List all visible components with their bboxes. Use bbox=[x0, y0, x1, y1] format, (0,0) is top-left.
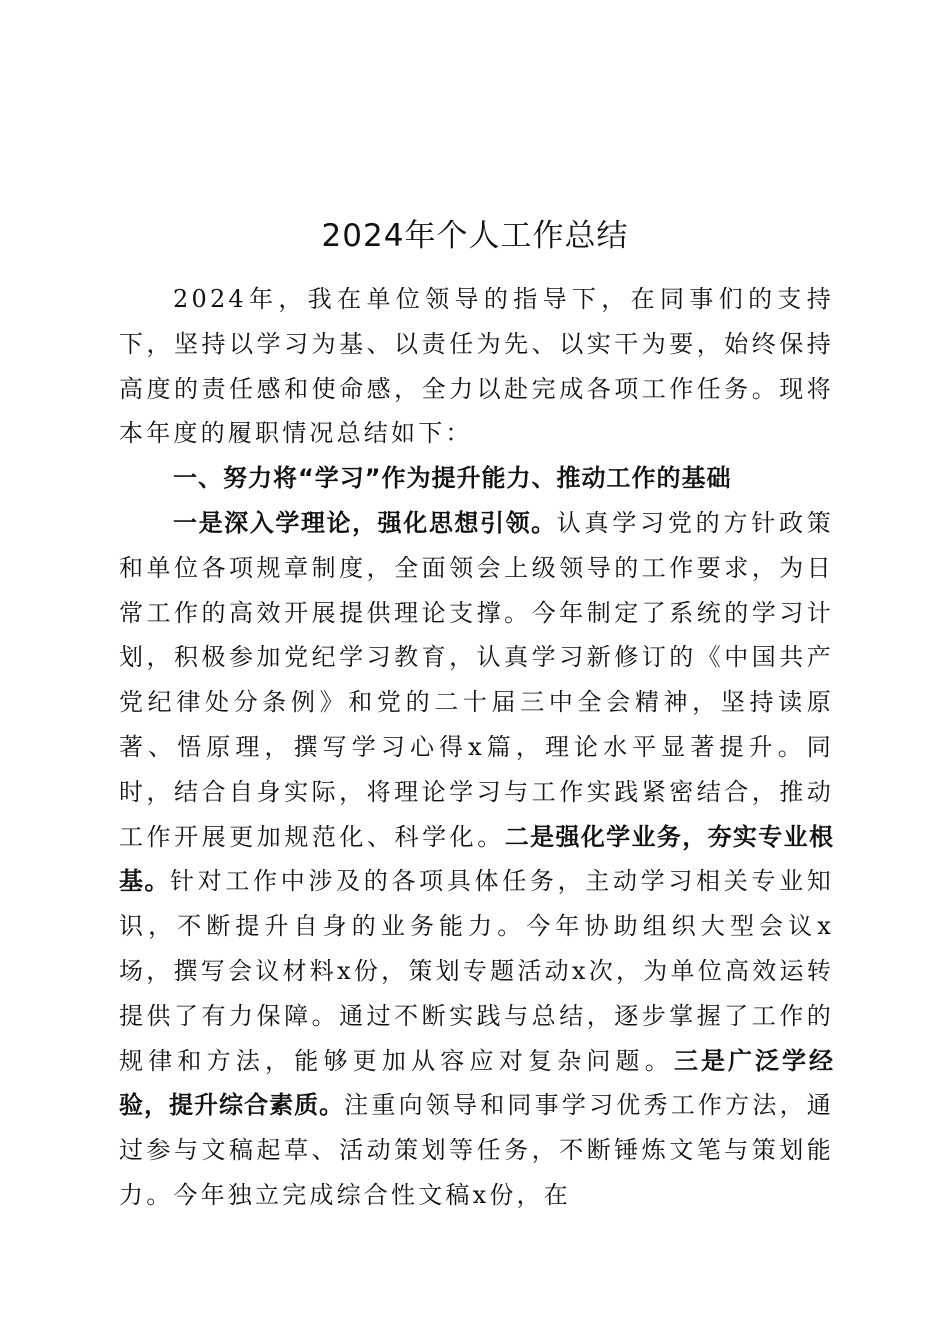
point-1-text: 认真学习党的方针政策和单位各项规章制度，全面领会上级领导的工作要求，为日常工作的高效开展提供理论支撑。今年制定了系统的学习计划，积极参加党纪学习教育，认真学习新修订的《中国共产党纪律处分条例》和党的二十届三中全会精神，坚持读原著、悟原理，撰写学习心得x篇，理论水平显著提升。同时，结合自身实际，将理论学习与工作实践紧密结合，推动工作开展更加规范化、科学化。 bbox=[119, 508, 834, 851]
point-2-lead: 二是强化学业务，夯实专业根基。 bbox=[119, 822, 834, 896]
document-title: 2024年个人工作总结 bbox=[321, 218, 629, 254]
intro-paragraph: 2024年，我在单位领导的指导下，在同事们的支持下，坚持以学习为基、以责任为先、以实干为要，始终保持高度的责任感和使命感，全力以赴完成各项工作任务。现将本年度的履职情况总结如下： bbox=[119, 285, 834, 448]
point-3-lead: 三是广泛学经验，提升综合素质。 bbox=[119, 1046, 834, 1120]
document-body bbox=[119, 277, 834, 1218]
section-heading: 一、努力将“学习”作为提升能力、推动工作的基础 bbox=[173, 464, 732, 493]
section-paragraph bbox=[119, 501, 834, 1218]
point-2-text: 针对工作中涉及的各项具体任务，主动学习相关专业知识，不断提升自身的业务能力。今年协助组织大型会议x场，撰写会议材料x份，策划专题活动x次，为单位高效运转提供了有力保障。通过不断实践与总结，逐步掌握了工作的规律和方法，能够更加从容应对复杂问题。 bbox=[119, 867, 834, 1075]
point-1-lead: 一是深入学理论，强化思想引领。 bbox=[173, 508, 557, 537]
point-3-text: 注重向领导和同事学习优秀工作方法，通过参与文稿起草、活动策划等任务，不断锤炼文笔与策划能力。今年独立完成综合性文稿x份，在 bbox=[119, 1091, 834, 1209]
